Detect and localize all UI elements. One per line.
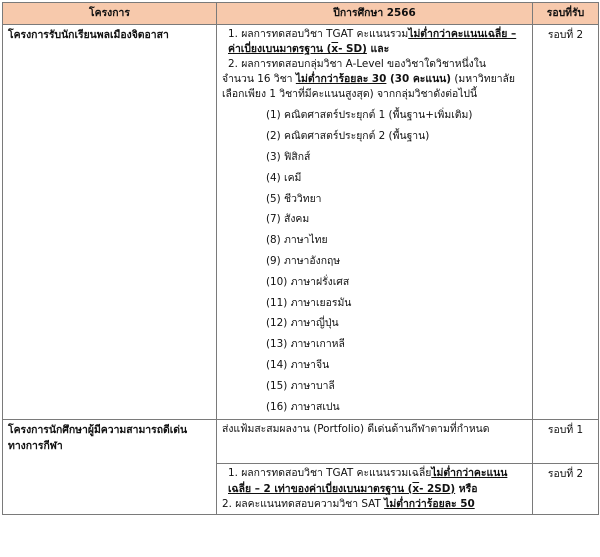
list-item: (8) ภาษาไทย [266,234,328,247]
criterion-1: 1. ผลการทดสอบวิชา TGAT คะแนนรวมไม่ต่ำกว่าคะแนนเฉลี่ย – ค่าเบี่ยงเบนมาตรฐาน (x- SD) และ [228,28,517,56]
list-item: (1) คณิตศาสตร์ประยุกต์ 1 (พื้นฐาน+เพิ่มเติม) [266,109,473,122]
list-item: (3) ฟิสิกส์ [266,151,311,164]
project-name: โครงการรับนักเรียนพลเมืองจิตอาสา [3,25,217,420]
header-project: โครงการ [3,3,217,25]
list-item: (10) ภาษาฝรั่งเศส [266,275,350,288]
list-item: (16) ภาษาสเปน [266,400,340,413]
round-value: รอบที่ 1 [533,420,599,464]
list-item: (5) ชีววิทยา [266,192,322,205]
subject-list [266,105,527,417]
round-value: รอบที่ 2 [533,25,599,420]
criteria-cell [217,464,533,514]
table-header-row [3,3,599,25]
list-item: (2) คณิตศาสตร์ประยุกต์ 2 (พื้นฐาน) [266,130,430,143]
list-item: (15) ภาษาบาลี [266,379,335,392]
list-item: (13) ภาษาเกาหลี [266,338,345,351]
criteria-cell [217,25,533,420]
list-item: (4) เคมี [266,171,302,184]
table-row [3,420,599,464]
list-item: (7) สังคม [266,213,310,226]
list-item: (14) ภาษาจีน [266,359,330,372]
criterion-1: 1. ผลการทดสอบวิชา TGAT คะแนนรวมเฉลี่ยไม่ต่ำกว่าคะแนน เฉลี่ย – 2 เท่าของค่าเบี่ยงเบนมาตรฐาน (x- 2SD) หรือ [228,467,508,495]
project-name: โครงการนักศึกษาผู้มีความสามารถดีเด่นทางการกีฬา [3,420,217,514]
list-item: (12) ภาษาญี่ปุ่น [266,317,339,330]
criteria-cell: ส่งแฟ้มสะสมผลงาน (Portfolio) ดีเด่นด้านกีฬาตามที่กำหนด [217,420,533,464]
admission-table [2,2,599,515]
header-round: รอบที่รับ [533,3,599,25]
round-value: รอบที่ 2 [533,464,599,514]
table-row [3,25,599,420]
criterion-2: 2. ผลคะแนนทดสอบความวิชา SAT ไม่ต่ำกว่าร้อยละ 50 [222,497,475,510]
criterion-2: 2. ผลการทดสอบกลุ่มวิชา A-Level ของวิชาใดวิชาหนึ่งใน จำนวน 16 วิชา ไม่ต่ำกว่าร้อยละ 30 (30 คะแนน) (มหาวิทยาลัย เลือกเพียง 1 วิชาที่มีคะแนนสูงสุด) จากกลุ่มวิชาดังต่อไปนี้ [222,58,515,101]
header-year: ปีการศึกษา 2566 [217,3,533,25]
list-item: (11) ภาษาเยอรมัน [266,296,352,309]
list-item: (9) ภาษาอังกฤษ [266,255,341,268]
